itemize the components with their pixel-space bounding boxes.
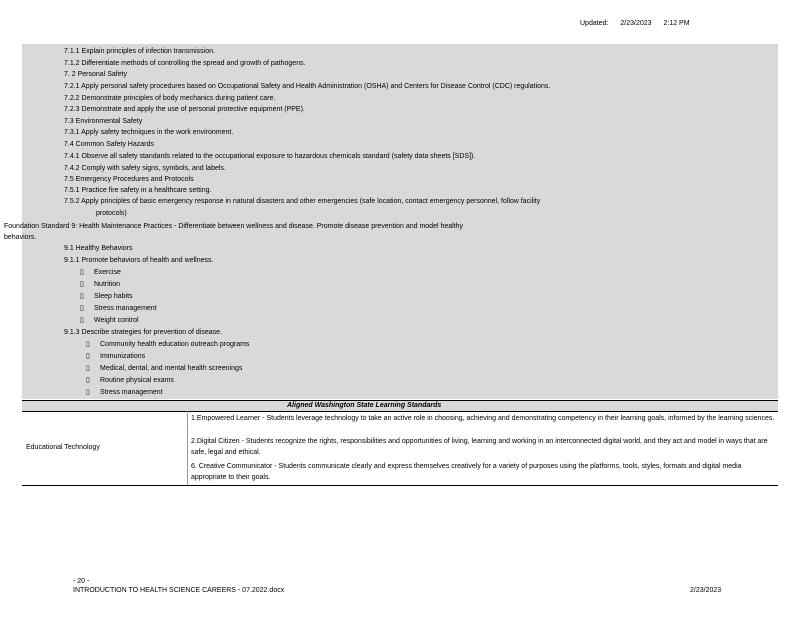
bullet-list-item <box>86 352 145 361</box>
standard-line <box>4 233 36 242</box>
standard-line <box>64 256 213 265</box>
line-text: Medical, dental, and mental health screenings <box>100 365 243 372</box>
standard-line <box>64 175 194 184</box>
standard-line <box>64 186 211 195</box>
bullet-icon: ▯ <box>80 281 84 288</box>
aligned-standards-table <box>22 400 778 486</box>
bullet-icon: ▯ <box>86 353 90 360</box>
standard-line <box>64 82 550 91</box>
educational-technology-label: Educational Technology <box>26 444 100 451</box>
line-text: Stress management <box>94 305 157 312</box>
aligned-standards-header: Aligned Washington State Learning Standards <box>287 402 442 409</box>
line-text: Foundation Standard 9: Health Maintenance Practices - Differentiate between wellness and disease. Promote disease prevention and model healthy <box>4 223 464 230</box>
line-text: 7.2.2 Demonstrate principles of body mechanics during patient care. <box>64 95 276 102</box>
standard-line <box>64 47 215 56</box>
bullet-list-item <box>86 388 163 397</box>
updated-label: Updated: <box>580 20 609 27</box>
line-text: Community health education outreach programs <box>100 341 250 348</box>
bullet-list-item <box>86 340 249 349</box>
standard-line <box>64 164 226 173</box>
updated-date: 2/23/2023 <box>620 20 652 27</box>
standard-line <box>96 209 127 218</box>
line-text: Stress management <box>100 389 163 396</box>
line-text: 7.3 Environmental Safety <box>64 118 143 125</box>
standard-line <box>64 117 142 126</box>
standard-line <box>64 244 132 253</box>
standard-line <box>64 140 154 149</box>
line-text: Nutrition <box>94 281 121 288</box>
footer-date: 2/23/2023 <box>690 587 722 594</box>
bullet-icon: ▯ <box>86 377 90 384</box>
line-text: 9.1.3 Describe strategies for prevention of disease. <box>64 329 222 336</box>
table-divider <box>187 411 188 485</box>
bullet-icon: ▯ <box>80 305 84 312</box>
table-bottom-rule <box>22 485 778 486</box>
bullet-list-item <box>80 316 139 325</box>
standard-empowered-learner: 1.Empowered Learner - Students leverage technology to take an active role in choosing, achieving and demonstrating competency in their learning goals, informed by the learning sciences. <box>191 415 775 422</box>
line-text: 9.1.1 Promote behaviors of health and wellness. <box>64 257 214 264</box>
footer-document-title: INTRODUCTION TO HEALTH SCIENCE CAREERS - 07.2022.docx <box>73 587 285 594</box>
updated-time: 2:12 PM <box>663 20 690 27</box>
line-text: 7.3.1 Apply safety techniques in the work environment. <box>64 129 234 136</box>
bullet-icon: ▯ <box>86 389 90 396</box>
line-text: 7.1.2 Differentiate methods of controlling the spread and growth of pathogens. <box>64 60 306 67</box>
updated-stamp <box>580 20 700 27</box>
bullet-icon: ▯ <box>86 365 90 372</box>
line-text: 7.5 Emergency Procedures and Protocols <box>64 176 194 183</box>
line-text: 7.5.2 Apply principles of basic emergency response in natural disasters and other emergencies (safe location, contact emergency personnel, follow facility <box>64 198 541 205</box>
standard-line <box>64 105 305 114</box>
standard-line <box>4 222 463 231</box>
bullet-list-item <box>80 268 121 277</box>
line-text: 7.4.1 Observe all safety standards related to the occupational exposure to hazardous chemicals standard (safety data sheets [SDS]). <box>64 153 476 160</box>
line-text: behaviors. <box>4 234 37 241</box>
standard-creative-communicator: 6. Creative Communicator - Students communicate clearly and express themselves creatively for a variety of purposes using the platforms, tools, styles, formats and digital media appropriate to their goals. <box>191 463 742 481</box>
bullet-list-item <box>80 304 157 313</box>
line-text: 7.5.1 Practice fire safety in a healthcare setting. <box>64 187 212 194</box>
line-text: 7.4 Common Safety Hazards <box>64 141 154 148</box>
bullet-list-item <box>86 376 174 385</box>
standard-digital-citizen: 2.Digital Citizen - Students recognize the rights, responsibilities and opportunities of living, learning and working in an interconnected digital world, and they act and model in ways that are safe, legal and ethical. <box>191 438 768 456</box>
standard-line <box>64 70 127 79</box>
bullet-list-item <box>80 292 133 301</box>
aligned-row-label-cell <box>22 411 187 485</box>
standard-line <box>64 94 275 103</box>
bullet-icon: ▯ <box>86 341 90 348</box>
line-text: protocols) <box>96 210 127 217</box>
bullet-icon: ▯ <box>80 269 84 276</box>
line-text: 9.1 Healthy Behaviors <box>64 245 133 252</box>
bullet-list-item <box>86 364 242 373</box>
line-text: 7.1.1 Explain principles of infection transmission. <box>64 48 215 55</box>
bullet-icon: ▯ <box>80 317 84 324</box>
standards-body <box>4 44 778 399</box>
bullet-list-item <box>80 280 120 289</box>
line-text: Routine physical exams <box>100 377 174 384</box>
standard-line <box>64 152 475 161</box>
standard-line <box>64 197 540 206</box>
bullet-icon: ▯ <box>80 293 84 300</box>
standard-line <box>64 59 306 68</box>
line-text: Weight control <box>94 317 139 324</box>
line-text: Sleep habits <box>94 293 133 300</box>
line-text: 7.2.1 Apply personal safety procedures based on Occupational Safety and Health Administration (OSHA) and Centers for Disease Control (CDC) regulations. <box>64 83 551 90</box>
footer-page-number: - 20 - <box>73 578 90 585</box>
line-text: 7.4.2 Comply with safety signs, symbols, and labels. <box>64 165 226 172</box>
standard-line <box>64 128 233 137</box>
line-text: 7. 2 Personal Safety <box>64 71 128 78</box>
line-text: Immunizations <box>100 353 146 360</box>
line-text: Exercise <box>94 269 121 276</box>
standard-line <box>64 328 222 337</box>
line-text: 7.2.3 Demonstrate and apply the use of personal protective equipment (PPE). <box>64 106 305 113</box>
